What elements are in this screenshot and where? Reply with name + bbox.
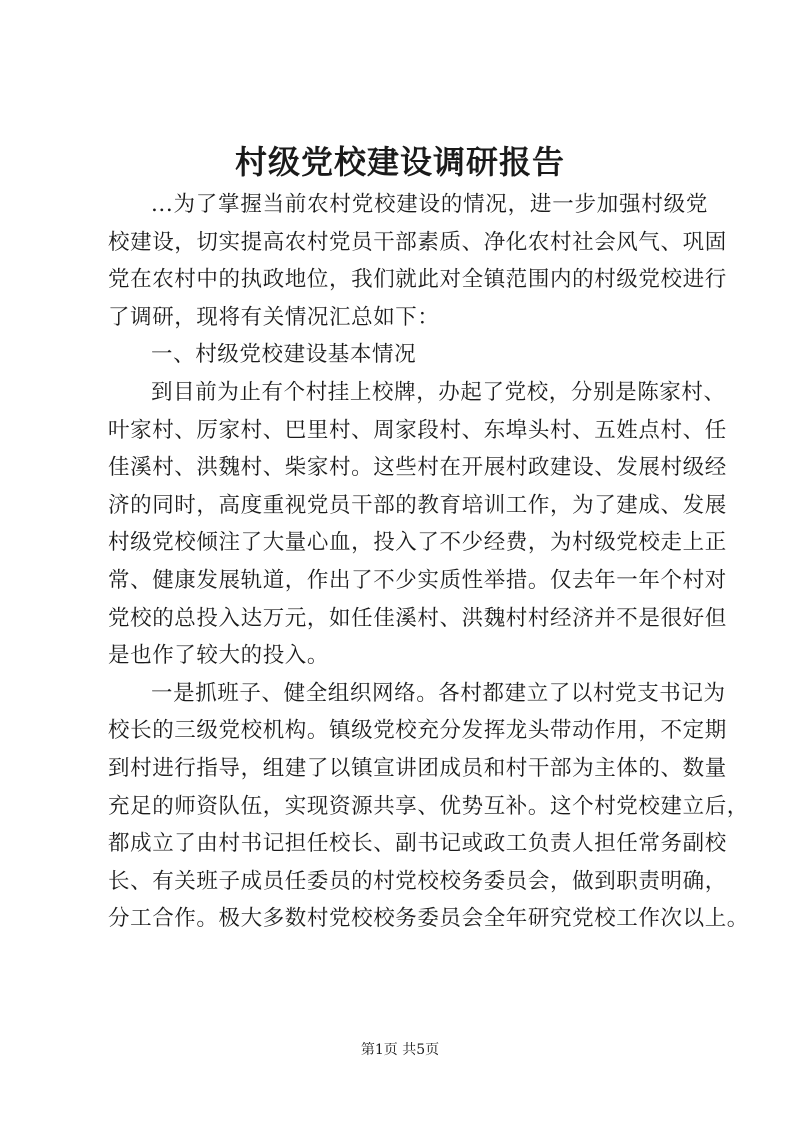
text-line: 校长的三级党校机构。镇级党校充分发挥龙头带动作用，不定期: [108, 718, 727, 744]
document-title: 村级党校建设调研报告: [234, 143, 565, 181]
text-line: 是也作了较大的投入。: [108, 643, 330, 669]
page-footer: 第1页 共5页: [360, 1042, 440, 1058]
text-line: 济的同时，高度重视党员干部的教育培训工作，为了建成、发展: [108, 492, 727, 518]
text-line: 佳溪村、洪魏村、柴家村。这些村在开展村政建设、发展村级经: [108, 455, 727, 481]
text-line: 到村进行指导，组建了以镇宣讲团成员和村干部为主体的、数量: [108, 755, 727, 781]
section-heading: 一、村级党校建设基本情况: [151, 342, 417, 368]
document-body: [108, 186, 749, 938]
text-line: 一是抓班子、健全组织网络。各村都建立了以村党支书记为: [151, 680, 726, 706]
text-line: 村级党校倾注了大量心血，投入了不少经费，为村级党校走上正: [108, 530, 727, 556]
text-line: 到目前为止有个村挂上校牌，办起了党校，分别是陈家村、: [151, 379, 726, 405]
text-line: 党在农村中的执政地位，我们就此对全镇范围内的村级党校进行: [108, 267, 727, 293]
text-line: 长、有关班子成员任委员的村党校校务委员会，做到职责明确，: [108, 868, 727, 894]
text-line: ...为了掌握当前农村党校建设的情况，进一步加强村级党: [151, 192, 708, 217]
text-line: 校建设，切实提高农村党员干部素质、净化农村社会风气、巩固: [108, 229, 727, 255]
text-line: 常、健康发展轨道，作出了不少实质性举措。仅去年一年个村对: [108, 567, 727, 593]
text-line: 充足的师资队伍，实现资源共享、优势互补。这个村党校建立后，: [108, 793, 749, 819]
text-line: 党校的总投入达万元，如任佳溪村、洪魏村村经济并不是很好但: [108, 605, 727, 631]
text-line: 叶家村、厉家村、巴里村、周家段村、东埠头村、五姓点村、任: [108, 417, 727, 443]
text-line: 了调研，现将有关情况汇总如下：: [108, 304, 440, 330]
text-line: 都成立了由村书记担任校长、副书记或政工负责人担任常务副校: [108, 831, 727, 857]
text-line: 分工合作。极大多数村党校校务委员会全年研究党校工作次以上。: [108, 906, 749, 932]
